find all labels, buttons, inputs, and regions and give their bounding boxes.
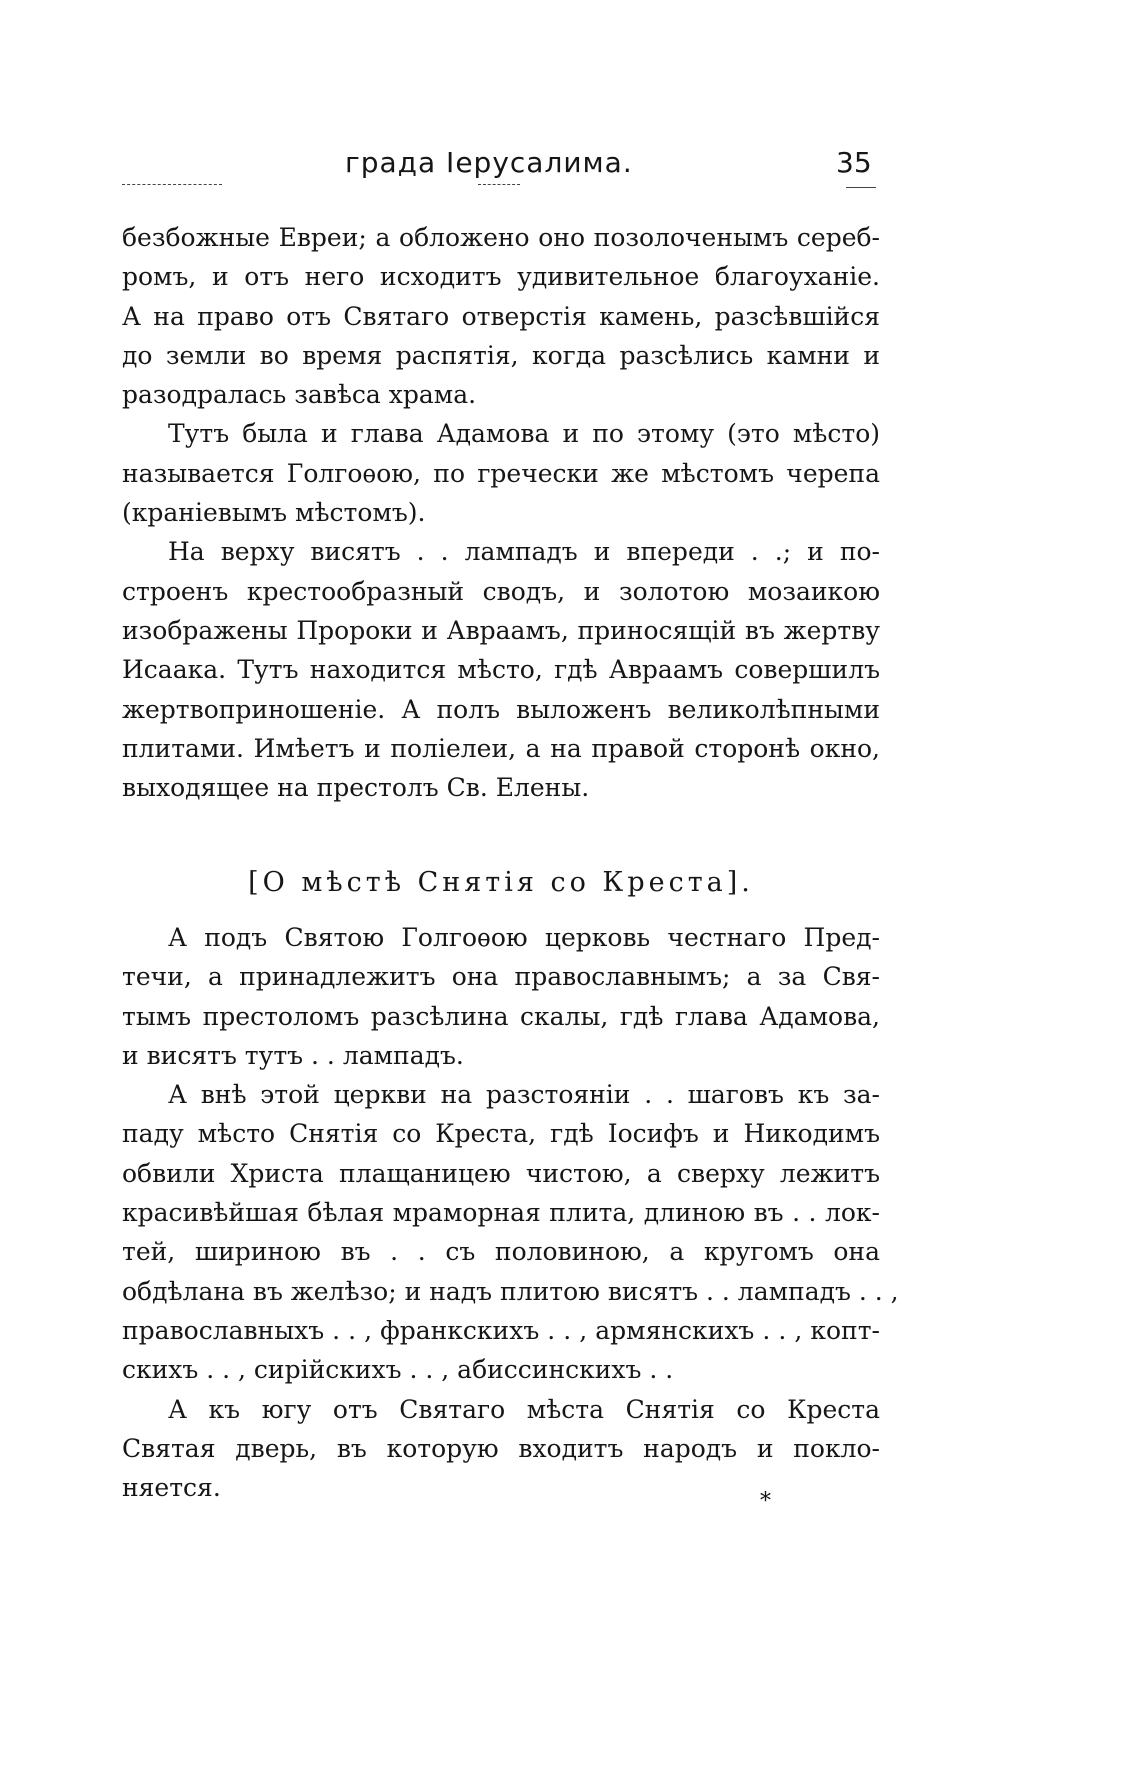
header-rule-right (846, 187, 876, 188)
page-number: 35 (836, 146, 872, 179)
text-line: называется Голгоѳою, по гречески же мѣстомъ черепа (122, 458, 880, 488)
text-line: разодралась завѣса храма. (122, 380, 477, 410)
text-line: и висятъ тутъ . . лампадъ. (122, 1040, 464, 1070)
text-line: выходящее на престолъ Св. Елены. (122, 773, 590, 803)
text-line: православныхъ . . , франкскихъ . . , армянскихъ . . , копт- (122, 1315, 880, 1345)
text-line: паду мѣсто Снятія со Креста, гдѣ Іосифъ и Никодимъ (122, 1119, 880, 1149)
text-line: Исаака. Тутъ находится мѣсто, гдѣ Авраамъ совершилъ (122, 655, 880, 685)
text-line: А подъ Святою Голгоѳою церковь честнаго Пред- (168, 923, 880, 952)
section-heading: [О мѣстѣ Снятія со Креста]. (248, 867, 754, 898)
text-line: Тутъ была и глава Адамова и по этому (это мѣсто) (168, 419, 880, 449)
text-line: ромъ, и отъ него исходитъ удивительное благоуханіе. (122, 262, 880, 292)
text-block-2 (122, 918, 899, 1507)
text-line: тей, шириною въ . . съ половиною, а кругомъ она (122, 1237, 880, 1267)
text-line: Святая дверь, въ которую входитъ народъ и покло- (122, 1433, 880, 1463)
text-line: А на право отъ Святаго отверстія камень, разсѣвшійся (122, 301, 880, 331)
text-line: скихъ . . , сирійскихъ . . , абиссинскихъ . . (122, 1355, 674, 1385)
text-line: няется. (122, 1473, 221, 1503)
text-line: обдѣлана въ желѣзо; и надъ плитою висятъ . . лампадъ . . , (122, 1276, 899, 1306)
text-line: изображены Пророки и Авраамъ, приносящій въ жертву (122, 615, 880, 645)
text-block-1 (122, 218, 880, 807)
text-line: А къ югу отъ Святаго мѣста Снятія со Креста (168, 1394, 880, 1424)
text-line: строенъ крестообразный сводъ, и золотою мозаикою (122, 576, 880, 606)
asterisk-mark: * (760, 1489, 771, 1514)
header-rule-center (478, 184, 520, 185)
text-line: жертвоприношеніе. А полъ выложенъ великолѣпными (122, 694, 880, 724)
text-line: до земли во время распятія, когда разсѣлись камни и (122, 340, 880, 370)
text-line: тымъ престоломъ разсѣлина скалы, гдѣ глава Адамова, (122, 1001, 880, 1031)
text-line: течи, а принадлежитъ она православнымъ; а за Свя- (122, 962, 880, 992)
header-rule-left (122, 184, 222, 185)
text-line: (краніевымъ мѣстомъ). (122, 498, 426, 528)
text-line: безбожные Евреи; а обложено оно позолоченымъ сереб- (122, 223, 880, 252)
running-head: града Іерусалима. (345, 146, 633, 179)
text-line: обвили Христа плащаницею чистою, а сверху лежитъ (122, 1158, 880, 1188)
text-line: А внѣ этой церкви на разстояніи . . шаговъ къ за- (168, 1080, 880, 1110)
text-line: красивѣйшая бѣлая мраморная плита, длиною въ . . лок- (122, 1198, 880, 1228)
text-line: На верху висятъ . . лампадъ и впереди . .; и по- (168, 537, 880, 567)
text-line: плитами. Имѣетъ и поліелеи, а на правой сторонѣ окно, (122, 733, 880, 763)
